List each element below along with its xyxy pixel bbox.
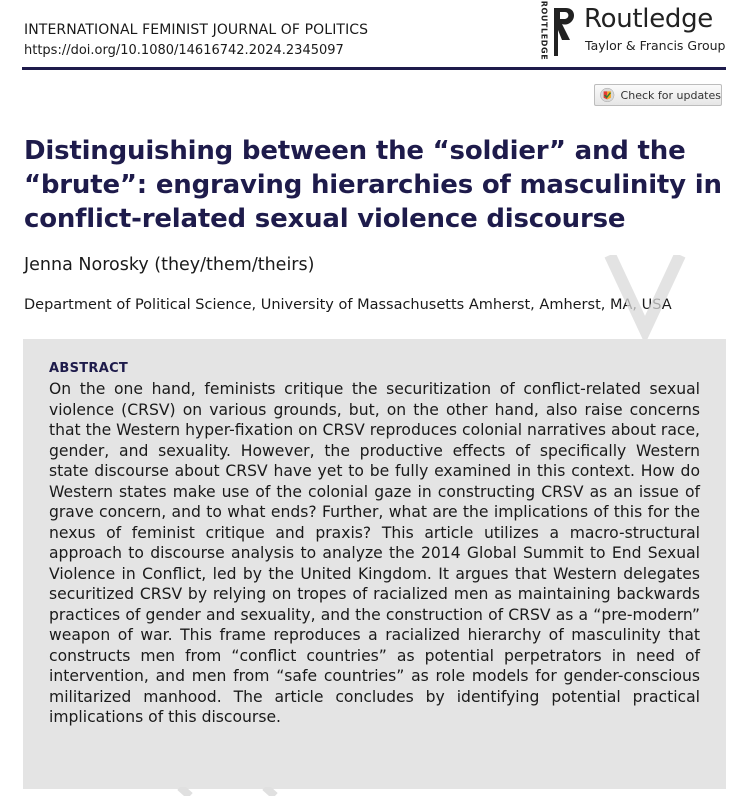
- routledge-mark-icon: [550, 6, 578, 58]
- article-title: Distinguishing between the “soldier” and the “brute”: engraving hierarchies of masculinity in conflict-related sexual violence discourse: [24, 136, 722, 234]
- abstract-text: On the one hand, feminists critique the securitization of conflict-related sexual violence (CRSV) on various grounds, but, on the other hand, also raise concerns that the Western hyper-fixation on CRSV reproduces colonial narratives about race, gender, and sexuality. However, the productive effects of specifically Western state discourse about CRSV have yet to be fully examined in this context. How do Western states make use of the colonial gaze in constructing CRSV as an issue of grave concern, and to what ends? Further, what are the implications of this for the nexus of feminist critique and praxis? This article utilizes a macro-structural approach to discourse analysis to analyze the 2014 Global Summit to End Sexual Violence in Conflict, led by the United Kingdom. It argues that Western delegates securitized CRSV by relying on tropes of racialized men as maintaining backwards practices of gender and sexuality, and the construction of CRSV as a “pre-modern” weapon of war. This frame reproduces a racialized hierarchy of masculinity that constructs men from “conflict countries” as potential perpetrators in need of intervention, and men from “safe countries” as role models for gender-conscious militarized manhood. The article concludes by identifying potential practical implications of this discourse.: [49, 380, 700, 726]
- abstract-box: [23, 339, 726, 789]
- journal-name: INTERNATIONAL FEMINIST JOURNAL OF POLITICS: [24, 22, 369, 38]
- check-for-updates-button[interactable]: [594, 84, 722, 106]
- publisher-subtitle: Taylor & Francis Group: [585, 38, 726, 53]
- abstract-heading: ABSTRACT: [49, 361, 129, 376]
- crossmark-icon: [600, 87, 615, 103]
- publisher-vertical-text: ROUTLEDGE: [539, 0, 549, 61]
- doi-link[interactable]: https://doi.org/10.1080/14616742.2024.2345097: [24, 43, 344, 58]
- check-for-updates-label: Check for updates: [620, 88, 721, 102]
- watermark-bottom-icon: [170, 787, 320, 796]
- publisher-vertical-text-wrap: [532, 0, 549, 61]
- publisher-name: Routledge: [584, 4, 714, 34]
- author-affiliation: Department of Political Science, University of Massachusetts Amherst, Amherst, MA, USA: [24, 297, 672, 313]
- publisher-logo[interactable]: [532, 0, 732, 61]
- header-rule: [22, 67, 726, 70]
- author-name[interactable]: Jenna Norosky (they/them/theirs): [24, 255, 315, 275]
